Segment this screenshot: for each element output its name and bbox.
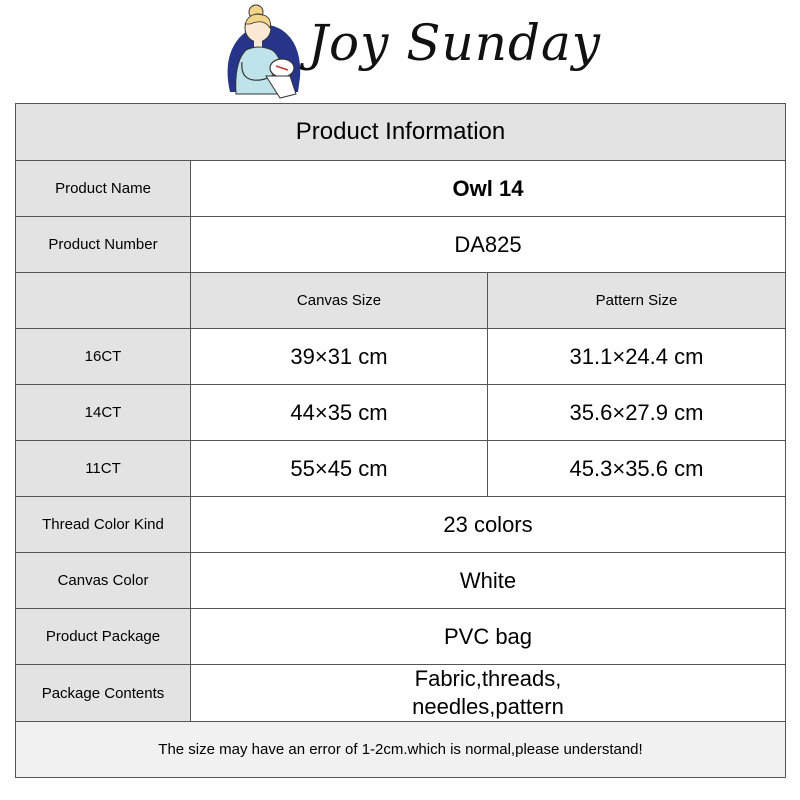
package-contents-value [191,665,786,722]
count-label: 16CT [16,329,191,385]
size-row-11ct [16,441,786,497]
canvas-color-row [16,553,786,609]
pattern-size-header: Pattern Size [488,273,786,329]
thread-color-row [16,497,786,553]
table-title: Product Information [16,104,786,161]
canvas-size-value: 44×35 cm [191,385,488,441]
canvas-color-value: White [191,553,786,609]
product-package-row [16,609,786,665]
note-row [16,722,786,778]
brand-logo-text: Joy Sunday [308,14,602,72]
size-header-row [16,273,786,329]
empty-header-cell [16,273,191,329]
canvas-size-header: Canvas Size [191,273,488,329]
product-number-row [16,217,786,273]
size-row-16ct [16,329,786,385]
product-number-value: DA825 [191,217,786,273]
title-row [16,104,786,161]
package-contents-line: needles,pattern [412,694,564,719]
thread-color-label: Thread Color Kind [16,497,191,553]
brand-header [0,0,800,104]
product-name-value: Owl 14 [191,161,786,217]
canvas-color-label: Canvas Color [16,553,191,609]
pattern-size-value: 31.1×24.4 cm [488,329,786,385]
product-info-table [15,103,786,778]
size-error-note: The size may have an error of 1-2cm.which is normal,please understand! [16,722,786,778]
product-name-label: Product Name [16,161,191,217]
product-name-row [16,161,786,217]
canvas-size-value: 55×45 cm [191,441,488,497]
product-package-label: Product Package [16,609,191,665]
count-label: 14CT [16,385,191,441]
thread-color-value: 23 colors [191,497,786,553]
package-contents-row [16,665,786,722]
package-contents-label: Package Contents [16,665,191,722]
package-contents-line: Fabric,threads, [414,666,562,691]
woman-embroidering-icon [220,2,306,100]
pattern-size-value: 35.6×27.9 cm [488,385,786,441]
pattern-size-value: 45.3×35.6 cm [488,441,786,497]
product-package-value: PVC bag [191,609,786,665]
product-number-label: Product Number [16,217,191,273]
canvas-size-value: 39×31 cm [191,329,488,385]
size-row-14ct [16,385,786,441]
count-label: 11CT [16,441,191,497]
